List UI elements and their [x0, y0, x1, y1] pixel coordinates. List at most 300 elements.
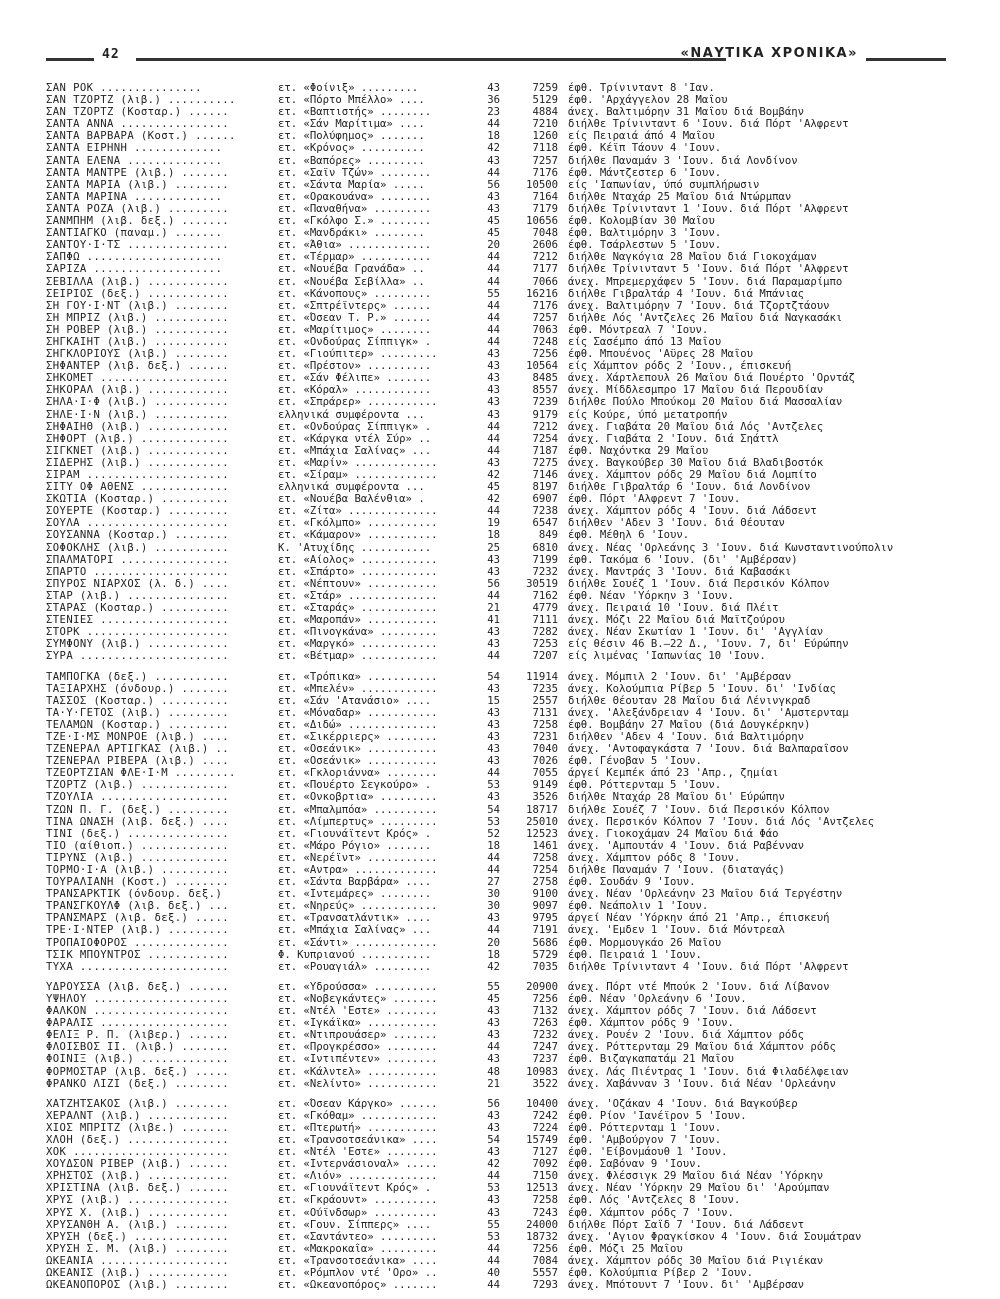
ship-row: [46, 864, 966, 876]
ship-status: έφθ. Μόντρεαλ 7 'Ιουν.: [568, 323, 709, 336]
ship-name: ΤΙΝΙ (δεξ.) ...............: [46, 827, 230, 840]
ship-tonnage: 7253: [532, 638, 558, 651]
ship-status: διήλθε Γιβραλτάρ 4 'Ιουν. διά Μπάνιας: [568, 287, 804, 300]
ship-owner: ετ. «Νηρεύς» ............: [278, 900, 438, 913]
ship-tonnage: 4884: [532, 106, 558, 119]
header-rule-center: [136, 58, 726, 61]
ship-age: 27: [487, 876, 500, 889]
ship-tonnage: 7256: [532, 992, 558, 1005]
ship-name: ΣΙΤΥ ΟΦ ΑΘΕΝΣ .............: [46, 481, 230, 494]
ship-name: ΤΙΡΥΝΣ (λιβ.) .............: [46, 851, 230, 864]
ship-status: άνεχ. Ρουέν 2 'Ιουν. διά Χάμπτον ρόδς: [568, 1029, 804, 1042]
ship-status: άνεχ. 'Αντοφαγκάστα 7 'Ιουν. διά Βαλπαραΐσον: [568, 743, 849, 756]
ship-age: 53: [487, 779, 500, 792]
ship-row: [46, 94, 966, 106]
ship-status: άνεχ. Χάμπτον ρόδς 4 'Ιουν. διά Λάδσεντ: [568, 505, 817, 518]
ship-tonnage: 849: [538, 529, 558, 542]
ship-status: έφθ. Μορμουγκάο 26 Μαΐου: [568, 936, 722, 949]
ship-owner: ετ. «Σπάρτο» ............: [278, 565, 438, 578]
ship-name: ΣΚΩΤΙΑ (Κοσταρ.) ..........: [46, 493, 230, 506]
ship-age: 43: [487, 348, 500, 361]
ship-owner: ετ. «Σαϊν Τζών» ........: [278, 166, 432, 179]
page-header: [46, 42, 946, 68]
ship-age: 18: [487, 948, 500, 961]
ship-row: [46, 1207, 966, 1219]
ship-row: [46, 300, 966, 312]
ship-owner: ετ. «Σπτρέϊντερς» ......: [278, 299, 432, 312]
ship-name: ΣΗΦΑΝΤΕΡ (λιβ. δεξ.) ......: [46, 360, 230, 373]
ship-status: άνεχ. Λάς Πιέντρας 1 'Ιουν. διά Φιλαδέλφειαν: [568, 1065, 849, 1078]
ship-owner: ετ. «Σίραμ» .............: [278, 469, 438, 481]
ship-name: ΤΡΕ·Ι·ΝΤΕΡ (λιβ.) .........: [46, 924, 230, 937]
ship-row: [46, 912, 966, 924]
ship-tonnage: 18732: [526, 1230, 558, 1243]
ship-name: ΩΚΕΑΝΙΑ ...................: [46, 1254, 230, 1267]
ship-status: είς λιμένας 'Ιαπωνίας 10 'Ιουν.: [568, 650, 766, 663]
ship-owner: ετ. «Ονδούρας Σίππιγκ» .: [278, 420, 432, 433]
ship-age: 43: [487, 1017, 500, 1030]
ship-age: 48: [487, 1065, 500, 1078]
ship-owner: ετ. «Τρανσατλάντικ» ....: [278, 912, 432, 925]
ship-status: έφθ. Τρίνινταντ 8 'Ιαν.: [568, 82, 715, 94]
ship-status: έφθ. Πειραιά 1 'Ιουν.: [568, 948, 702, 961]
ship-name: ΧΟΚ .......................: [46, 1146, 230, 1159]
ship-status: άνεχ. Μαντράς 3 'Ιουν. διά Καβασάκι: [568, 565, 792, 578]
ship-owner: ετ. «Γιούπιτερ» .........: [278, 348, 438, 361]
ship-tonnage: 7257: [532, 311, 558, 324]
ship-name: ΣΗΦΑΙΗΘ (λιβ.) ............: [46, 420, 230, 433]
ship-row: [46, 517, 966, 529]
ship-name: ΧΡΥΣ Χ. (λιβ.) ............: [46, 1206, 230, 1219]
ship-status: άργεί Νέαν 'Υόρκην άπό 21 'Απρ., έπισκευή: [568, 912, 830, 925]
ship-age: 43: [487, 912, 500, 925]
ship-name: ΤΑ·Υ·ΓΕΤΟΣ (λιβ.) .........: [46, 706, 230, 719]
ship-tonnage: 5129: [532, 94, 558, 107]
ship-tonnage: 7235: [532, 682, 558, 695]
ship-age: 56: [487, 1097, 500, 1110]
ship-name: ΣΤΟΡΚ .....................: [46, 626, 230, 639]
ship-name: ΤΟΡΜΟ·Ι·Α (λιβ.) ..........: [46, 864, 230, 876]
ship-age: 56: [487, 577, 500, 590]
ship-age: 18: [487, 529, 500, 542]
ship-tonnage: 20900: [526, 980, 558, 993]
ship-owner: ελληνικά συμφέροντα ...: [278, 408, 425, 421]
ship-age: 43: [487, 706, 500, 719]
ship-owner: ετ. «Κάλντελ» ...........: [278, 1065, 438, 1078]
ship-row: [46, 816, 966, 828]
ship-owner: ετ. «Ιντιπέντεν» ........: [278, 1053, 438, 1066]
ship-tonnage: 7282: [532, 626, 558, 639]
ship-name: ΤΖΕΝΕΡΑΛ ΑΡΤΙΓΚΑΣ (λιβ.) ..: [46, 743, 230, 756]
ship-tonnage: 7164: [532, 190, 558, 203]
ship-row: [46, 1053, 966, 1065]
ship-row: [46, 852, 966, 864]
ship-status: έφθ. Ναχόντκα 29 Μαΐου: [568, 444, 709, 457]
ship-name: ΤΡΑΝΣΜΑΡΣ (λιβ. δεξ.) .....: [46, 912, 230, 925]
ship-tonnage: 8197: [532, 481, 558, 494]
ship-tonnage: 6907: [532, 493, 558, 506]
ship-age: 43: [487, 626, 500, 639]
ship-status: άνεχ. Νέαν Σκωτίαν 1 'Ιουν. δι' 'Αγγλίαν: [568, 626, 824, 639]
ship-name: ΦΑΛΚΟΝ ....................: [46, 1005, 230, 1018]
ship-row: [46, 602, 966, 614]
ship-row: [46, 924, 966, 936]
ship-owner: ετ. «Άθια» .............: [278, 239, 432, 252]
ship-tonnage: 7035: [532, 960, 558, 973]
ship-age: 56: [487, 178, 500, 191]
ship-age: 42: [487, 1158, 500, 1171]
ship-name: ΣΠΑΛΜΑΤΟΡΙ ................: [46, 553, 230, 566]
ship-name: ΣΟΥΕΡΤΕ (Κοσταρ.) .........: [46, 505, 230, 518]
ship-tonnage: 7026: [532, 755, 558, 768]
ship-name: ΣΑΝΜΠΗΜ (λιβ. δεξ.) .......: [46, 215, 230, 228]
ship-group: [46, 671, 966, 973]
ship-row: [46, 937, 966, 949]
ship-age: 18: [487, 130, 500, 143]
ship-owner: ετ. «Ντέλ 'Εστε» ........: [278, 1005, 438, 1018]
ship-name: ΣΗΚΟΡΑΛ (λιβ.) ............: [46, 384, 230, 397]
ship-row: [46, 227, 966, 239]
ship-name: ΧΡΗΣΤΟΣ (λιβ.) ............: [46, 1170, 230, 1183]
ship-tonnage: 7131: [532, 706, 558, 719]
ship-row: [46, 804, 966, 816]
ship-row: [46, 683, 966, 695]
ship-age: 43: [487, 1206, 500, 1219]
ship-tonnage: 7199: [532, 553, 558, 566]
ship-age: 44: [487, 275, 500, 288]
ship-tonnage: 7066: [532, 275, 558, 288]
ship-owner: ετ. «Ορακουάνα» ........: [278, 190, 432, 203]
ship-name: ΧΑΤΖΗΤΣΑΚΟΣ (λιβ.) ........: [46, 1097, 230, 1110]
ship-name: ΤΙΝΑ ΩΝΑΣΗ (λιβ. δεξ.) ....: [46, 815, 230, 828]
ship-owner: ετ. «Νερέϊντ» ...........: [278, 851, 438, 864]
ship-status: άνεχ. Χάμπτον ρόδς 30 Μαΐου διά Ριγιέκαν: [568, 1254, 824, 1267]
ship-tonnage: 2758: [532, 876, 558, 889]
ship-tonnage: 2557: [532, 694, 558, 707]
ship-age: 44: [487, 432, 500, 445]
ship-name: ΣΗΓΚΑΙΗΤ (λιβ.) ...........: [46, 335, 230, 348]
ship-status: άνεχ. Γιαβάτα 20 Μαΐου διά Λός 'Αντζελες: [568, 420, 824, 433]
ship-row: [46, 590, 966, 602]
ship-row: [46, 215, 966, 227]
ship-status: άνεχ. Πειραιά 10 'Ιουν. διά Πλέιτ: [568, 602, 779, 615]
ship-age: 44: [487, 118, 500, 131]
ship-name: ΤΡΟΠΑΙΟΦΟΡΟΣ ..............: [46, 936, 230, 949]
ship-name: ΧΛΟΗ (δεξ.) ...............: [46, 1133, 230, 1146]
ship-name: ΣΑΝΤΟΥ·Ι·ΤΣ ...............: [46, 239, 230, 252]
ship-owner: ετ. «Πουέρτο Σεγκούρο» .: [278, 779, 432, 792]
ship-name: ΥΔΡΟΥΣΣΑ (λιβ. δεξ.) ......: [46, 980, 230, 993]
ship-age: 42: [487, 960, 500, 973]
ship-owner: ετ. «Σικέρριερς» ........: [278, 730, 438, 743]
ship-owner: ετ. «Κόραλ» ............: [278, 384, 432, 397]
ship-tonnage: 7275: [532, 456, 558, 469]
ship-owner: ετ. «Νέπτουν» ...........: [278, 577, 438, 590]
ship-row: [46, 372, 966, 384]
ship-name: ΣΑΝΤΙΑΓΚΟ (παναμ.) .......: [46, 227, 223, 240]
ship-age: 21: [487, 1077, 500, 1090]
ship-row: [46, 409, 966, 421]
ship-owner: ετ. «Διδώ» ..............: [278, 718, 438, 731]
ship-tonnage: 7132: [532, 1005, 558, 1018]
ship-age: 43: [487, 1194, 500, 1207]
ship-name: ΤΑΜΠΟΓΚΑ (δεξ.) ...........: [46, 670, 230, 683]
ship-name: ΣΟΥΛΑ .....................: [46, 517, 230, 530]
ship-status: έφθ. Νέαν 'Υόρκην 3 'Ιουν.: [568, 589, 734, 602]
ship-age: 52: [487, 827, 500, 840]
ship-name: ΣΑΝ ΤΖΟΡΤΖ (λιβ.) ..........: [46, 94, 236, 107]
ship-row: [46, 626, 966, 638]
ship-tonnage: 10400: [526, 1097, 558, 1110]
ship-age: 54: [487, 803, 500, 816]
header-rule-right: [866, 58, 946, 61]
ship-row: [46, 1110, 966, 1122]
ship-status: άνεχ. Χάμπτον ρόδς 7 'Ιουν. διά Λάδσεντ: [568, 1005, 817, 1018]
ship-tonnage: 3526: [532, 791, 558, 804]
ship-name: ΣΗΦΟΡΤ (λιβ.) .............: [46, 432, 230, 445]
ship-register-list: [46, 82, 966, 1299]
ship-row: [46, 445, 966, 457]
ship-age: 45: [487, 992, 500, 1005]
ship-status: είς θέσιν 46 Β.—22 Δ., 'Ιουν. 7, δι' Εύρώπην: [568, 638, 849, 651]
ship-row: [46, 457, 966, 469]
ship-status: έφθ. Γένοβαν 5 'Ιουν.: [568, 755, 702, 768]
ship-owner: ετ. «Στάρ» ..............: [278, 589, 438, 602]
ship-name: ΤΡΑΝΣΑΡΚΤΙΚ (όνδουρ. δεξ.): [46, 888, 223, 901]
ship-row: [46, 1279, 966, 1291]
ship-status: άνεχ. Περσικόν Κόλπον 7 'Ιουν. διά Λός 'Αντζελες: [568, 815, 875, 828]
ship-owner: ετ. «Μακροκαΐα» .........: [278, 1242, 438, 1255]
ship-tonnage: 7243: [532, 1206, 558, 1219]
ship-row: [46, 421, 966, 433]
ship-tonnage: 9795: [532, 912, 558, 925]
ship-age: 43: [487, 1109, 500, 1122]
ship-name: ΣΑΝΤΑ ΑΝΝΑ ................: [46, 118, 230, 131]
ship-name: ΣΙΡΑΜ .....................: [46, 469, 230, 481]
ship-owner: ετ. «Τρόπικα» ...........: [278, 670, 438, 683]
ship-row: [46, 900, 966, 912]
ship-row: [46, 695, 966, 707]
ship-age: 36: [487, 94, 500, 107]
ship-name: ΣΑΠΦΩ ....................: [46, 251, 223, 264]
ship-name: ΩΚΕΑΝΙΣ (λιβ.) ............: [46, 1267, 230, 1279]
ship-age: 44: [487, 251, 500, 264]
ship-tonnage: 25010: [526, 815, 558, 828]
ship-row: [46, 276, 966, 288]
ship-age: 43: [487, 202, 500, 215]
ship-status: έφθ. Μπουένος 'Αϋρες 28 Μαΐου: [568, 348, 753, 361]
ship-age: 45: [487, 227, 500, 240]
ship-name: ΣΟΥΣΑΝΝΑ (Κοσταρ.) ........: [46, 529, 230, 542]
ship-row: [46, 828, 966, 840]
ship-row: [46, 505, 966, 517]
ship-row: [46, 876, 966, 888]
ship-owner: ετ. «Βαπόρες» .........: [278, 154, 425, 167]
ship-name: ΣΗΓΚΛΟΡΙΟΥΣ (λιβ.) ........: [46, 348, 230, 361]
ship-tonnage: 7232: [532, 565, 558, 578]
ship-name: ΣΕΙΡΙΟΣ (δεξ.) ............: [46, 287, 230, 300]
ship-status: άνεχ. Βαλτιμόρην 7 'Ιουν. διά Τζορτζτάουν: [568, 299, 830, 312]
ship-owner: ετ. «Γιουνάϊτεντ Κρός» .: [278, 827, 432, 840]
ship-tonnage: 9097: [532, 900, 558, 913]
ship-owner: ετ. «Ντέλ 'Εστε» ........: [278, 1146, 438, 1159]
ship-status: έφθ. Λός 'Αντζελες 8 'Ιουν.: [568, 1194, 741, 1207]
ship-age: 44: [487, 1170, 500, 1183]
ship-age: 42: [487, 142, 500, 155]
ship-row: [46, 1146, 966, 1158]
ship-age: 44: [487, 335, 500, 348]
ship-owner: ετ. «Ρόμπλον ντέ 'Ορο» ..: [278, 1267, 438, 1279]
ship-owner: ετ. «Μαρίν» .............: [278, 456, 438, 469]
ship-owner: ετ. «Μόναδαρ» ...........: [278, 706, 438, 719]
ship-name: ΧΡΥΣΑΝΘΗ Α. (λιβ.) ........: [46, 1218, 230, 1231]
ship-row: [46, 1066, 966, 1078]
ship-age: 43: [487, 791, 500, 804]
ship-row: [46, 493, 966, 505]
ship-owner: ετ. «Σάντι» .............: [278, 936, 438, 949]
ship-age: 44: [487, 505, 500, 518]
ship-status: έφθ. Χάμπτον ρόδς 9 'Ιουν.: [568, 1017, 734, 1030]
ship-age: 44: [487, 263, 500, 276]
ship-age: 43: [487, 384, 500, 397]
ship-status: έφθ. Τακόμα 6 'Ιουν. (δι' 'Αμβέρσαν): [568, 553, 798, 566]
ship-age: 43: [487, 396, 500, 409]
ship-age: 55: [487, 1218, 500, 1231]
ship-owner: ετ. «Σαντάντεο» .........: [278, 1230, 438, 1243]
ship-row: [46, 348, 966, 360]
ship-row: [46, 1231, 966, 1243]
ship-age: 44: [487, 323, 500, 336]
ship-status: έφθ. Κολούμπια Ρίβερ 2 'Ιουν.: [568, 1267, 753, 1279]
ship-age: 44: [487, 1041, 500, 1054]
ship-status: έφθ. Βομβάην 27 Μαΐου (διά Δουγκέρκην): [568, 718, 811, 731]
ship-owner: ετ. «Κάμαρον» ...........: [278, 529, 438, 542]
ship-age: 43: [487, 553, 500, 566]
ship-age: 19: [487, 517, 500, 530]
ship-tonnage: 7210: [532, 118, 558, 131]
ship-age: 53: [487, 815, 500, 828]
ship-owner: ετ. «Πινογκάνα» .........: [278, 626, 438, 639]
ship-status: έφθ. Σαβόναν 9 'Ιουν.: [568, 1158, 702, 1171]
ship-tonnage: 7256: [532, 348, 558, 361]
ship-row: [46, 203, 966, 215]
ship-owner: ελληνικά συμφέροντα ...: [278, 481, 425, 494]
ship-owner: ετ. «Γιουνάϊτεντ Κρός» .: [278, 1182, 432, 1195]
ship-tonnage: 12513: [526, 1182, 558, 1195]
ship-name: ΣΑΝΤΑ ΕΙΡΗΝΗ .............: [46, 142, 223, 155]
ship-name: ΤΑΣΣΟΣ (Κοσταρ.) ..........: [46, 694, 230, 707]
ship-row: [46, 167, 966, 179]
ship-row: [46, 1182, 966, 1194]
ship-status: άνεχ. 'Αγιον Φραγκίσκον 4 'Ιουν. διά Σουμάτραν: [568, 1230, 862, 1243]
ship-tonnage: 9179: [532, 408, 558, 421]
ship-age: 25: [487, 541, 500, 554]
ship-row: [46, 981, 966, 993]
ship-status: έφθ. 'Είβονμάουθ 1 'Ιουν.: [568, 1146, 728, 1159]
ship-row: [46, 155, 966, 167]
ship-row: [46, 1041, 966, 1053]
ship-age: 43: [487, 565, 500, 578]
ship-owner: ετ. «Μαργκό» ............: [278, 638, 438, 651]
ship-status: είς Χάμπτον ρόδς 2 'Ιουν., έπισκευή: [568, 360, 792, 373]
ship-age: 53: [487, 1230, 500, 1243]
ship-age: 44: [487, 851, 500, 864]
ship-tonnage: 7224: [532, 1121, 558, 1134]
ship-tonnage: 7258: [532, 851, 558, 864]
ship-status: άνεχ. Φλέσσιγκ 29 Μαΐου διά Νέαν 'Υόρκην: [568, 1170, 824, 1183]
ship-name: ΣΥΜΦΟΝΥ (λιβ.) ............: [46, 638, 230, 651]
ship-status: άνεχ. 'Αλεξάνδρειαν 4 'Ιουν. δι' 'Αμστερνταμ: [568, 706, 849, 719]
ship-row: [46, 324, 966, 336]
ship-age: 44: [487, 444, 500, 457]
ship-age: 43: [487, 154, 500, 167]
ship-tonnage: 7254: [532, 432, 558, 445]
ship-name: ΩΚΕΑΝΟΠΟΡΟΣ (λιβ.) ........: [46, 1279, 230, 1292]
ship-status: άνεχ. Μίδδλεσμπρο 17 Μαΐου διά Περουδίαν: [568, 384, 824, 397]
ship-row: [46, 554, 966, 566]
ship-age: 44: [487, 1254, 500, 1267]
ship-owner: ετ. «Οσεάνικ» ...........: [278, 755, 438, 768]
ship-status: άνεχ. 'Οζάκαν 4 'Ιουν. διά Βαγκούβερ: [568, 1097, 798, 1110]
ship-row: [46, 1005, 966, 1017]
ship-status: έφθ. Νεάπολιν 1 'Ιουν.: [568, 900, 709, 913]
ship-name: ΦΡΑΝΚΟ ΛΙΖΙ (δεξ.) ........: [46, 1077, 230, 1090]
ship-owner: ετ. «Ζίτα» ..............: [278, 505, 438, 518]
ship-status: διήλθε Τρίνινταντ 1 'Ιουν. διά Πόρτ 'Αλφρεντ: [568, 202, 849, 215]
ship-age: 21: [487, 602, 500, 615]
ship-owner: ετ. «Πολύφημος» .......: [278, 130, 425, 143]
ship-age: 43: [487, 730, 500, 743]
ship-owner: ετ. «Φοίνιξ» .........: [278, 82, 419, 94]
ship-row: [46, 707, 966, 719]
ship-row: [46, 1255, 966, 1267]
ship-name: ΤΖΟΡΤΖ (λιβ.) .............: [46, 779, 230, 792]
ship-status: έφθ. Βιζαγκαπατάμ 21 Μαΐου: [568, 1053, 734, 1066]
ship-row: [46, 614, 966, 626]
ship-tonnage: 7237: [532, 1053, 558, 1066]
ship-name: ΤΡΑΝΣΓΚΟΥΛΦ (λιβ. δεξ.) ...: [46, 900, 230, 913]
ship-name: ΤΖΟΥΛΙΑ ...................: [46, 791, 230, 804]
ship-row: [46, 469, 966, 481]
ship-owner: ετ. «Γκόλμπο» ...........: [278, 517, 438, 530]
ship-tonnage: 7231: [532, 730, 558, 743]
ship-name: ΣΤΑΡ (λιβ.) ...............: [46, 589, 230, 602]
ship-name: ΣΗ ΓΟΥ·Ι·ΝΤ (λιβ.) ........: [46, 299, 230, 312]
ship-row: [46, 384, 966, 396]
header-rule-left: [46, 58, 94, 61]
ship-name: ΦΑΡΑΛΙΣ ...................: [46, 1017, 230, 1030]
ship-owner: ετ. «Προγκρέσσο» ........: [278, 1041, 438, 1054]
ship-age: 44: [487, 650, 500, 663]
ship-name: ΣΠΑΡΤΟ ....................: [46, 565, 230, 578]
ship-status: έφθ. Πόρτ 'Αλφρεντ 7 'Ιουν.: [568, 493, 741, 506]
ship-name: ΣΑΝΤΑ ΜΑΡΙΝΑ .............: [46, 190, 223, 203]
ship-row: [46, 650, 966, 662]
ship-row: [46, 779, 966, 791]
ship-age: 44: [487, 864, 500, 876]
ship-status: διήλθεν 'Αδεν 3 'Ιουν. διά Θέουταν: [568, 517, 785, 530]
ship-owner: ετ. «Γκόθαμ» ............: [278, 1109, 438, 1122]
ship-row: [46, 1170, 966, 1182]
ship-row: [46, 336, 966, 348]
ship-status: διήλθε Σουέζ 1 'Ιουν. διά Περσικόν Κόλπον: [568, 577, 830, 590]
ship-row: [46, 949, 966, 961]
ship-row: [46, 1029, 966, 1041]
ship-name: ΣΗ ΜΠΡΙΖ (λιβ.) ...........: [46, 311, 230, 324]
ship-tonnage: 1461: [532, 839, 558, 852]
ship-owner: ετ. «Οσεάνικ» ...........: [278, 743, 438, 756]
ship-status: άνεχ. Μόζι 22 Μαΐου διά Μαϊτζούρου: [568, 614, 785, 627]
